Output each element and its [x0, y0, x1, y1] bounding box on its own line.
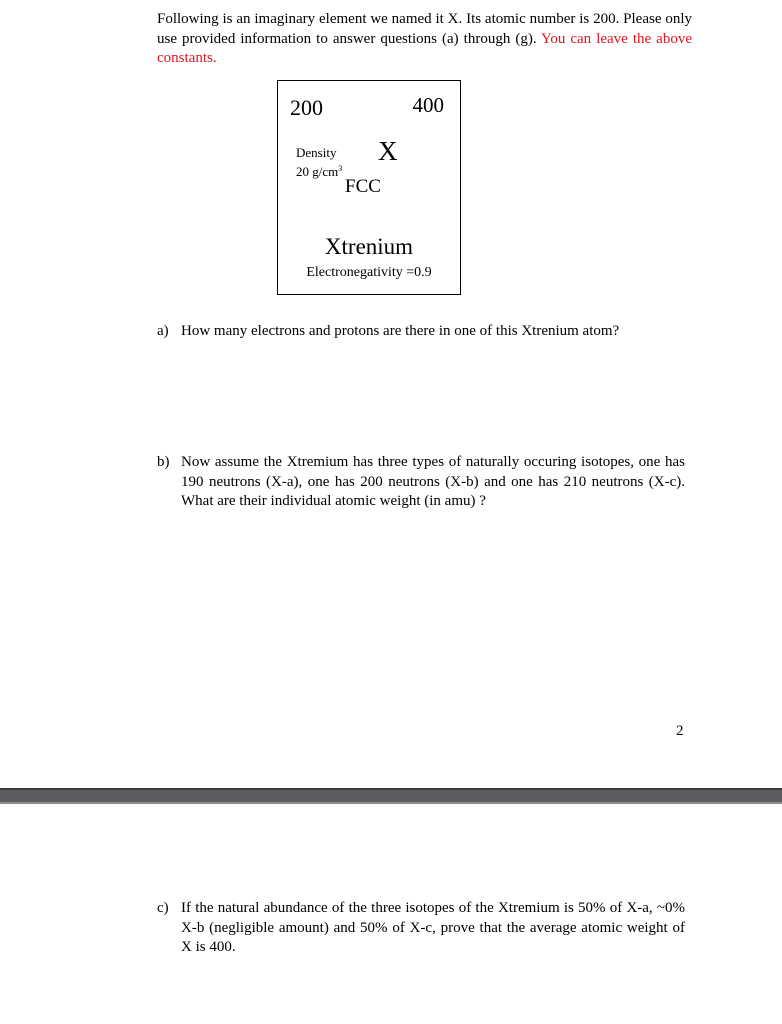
question-text: If the natural abundance of the three isotopes of the Xtremium is 50% of X-a, ~0% X-b (negligible amount) and 50% of X-c, prove that the average atomic weight of X is 400. — [181, 900, 685, 955]
intro-text: Following is an imaginary element we named it X. Its atomic number is 200. Please only use provided information to answer questions (a) through (g). — [157, 11, 692, 47]
intro-paragraph — [157, 10, 692, 69]
page-separator — [0, 788, 782, 804]
element-symbol: X — [378, 136, 398, 166]
question-label: b) — [157, 454, 170, 470]
intro-red-note: You can leave the above constants. — [157, 30, 692, 66]
density-exponent: 3 — [338, 164, 343, 173]
atomic-mass: 400 — [412, 93, 444, 117]
question-a — [157, 322, 685, 342]
page-number: 2 — [676, 723, 684, 739]
page-2 — [0, 804, 782, 1024]
density-value-line — [296, 161, 342, 180]
question-label: a) — [157, 323, 169, 339]
density-block — [296, 145, 342, 180]
question-c — [157, 899, 685, 958]
electronegativity: Electronegativity =0.9 — [306, 265, 432, 280]
question-text: How many electrons and protons are there in one of this Xtrenium atom? — [181, 323, 620, 339]
atomic-number: 200 — [290, 95, 323, 120]
question-b — [157, 453, 685, 512]
question-text: Now assume the Xtremium has three types of naturally occuring isotopes, one has 190 neutrons (X-a), one has 200 neutrons (X-b) and one has 210 neutrons (X-c). What are their individual atomic weight (in amu) ? — [181, 454, 685, 509]
crystal-structure: FCC — [345, 176, 381, 197]
density-label: Density — [296, 145, 337, 160]
element-name: Xtrenium — [324, 234, 414, 259]
density-value: 20 g/cm — [296, 164, 339, 179]
element-tile — [277, 80, 461, 295]
question-label: c) — [157, 900, 169, 916]
